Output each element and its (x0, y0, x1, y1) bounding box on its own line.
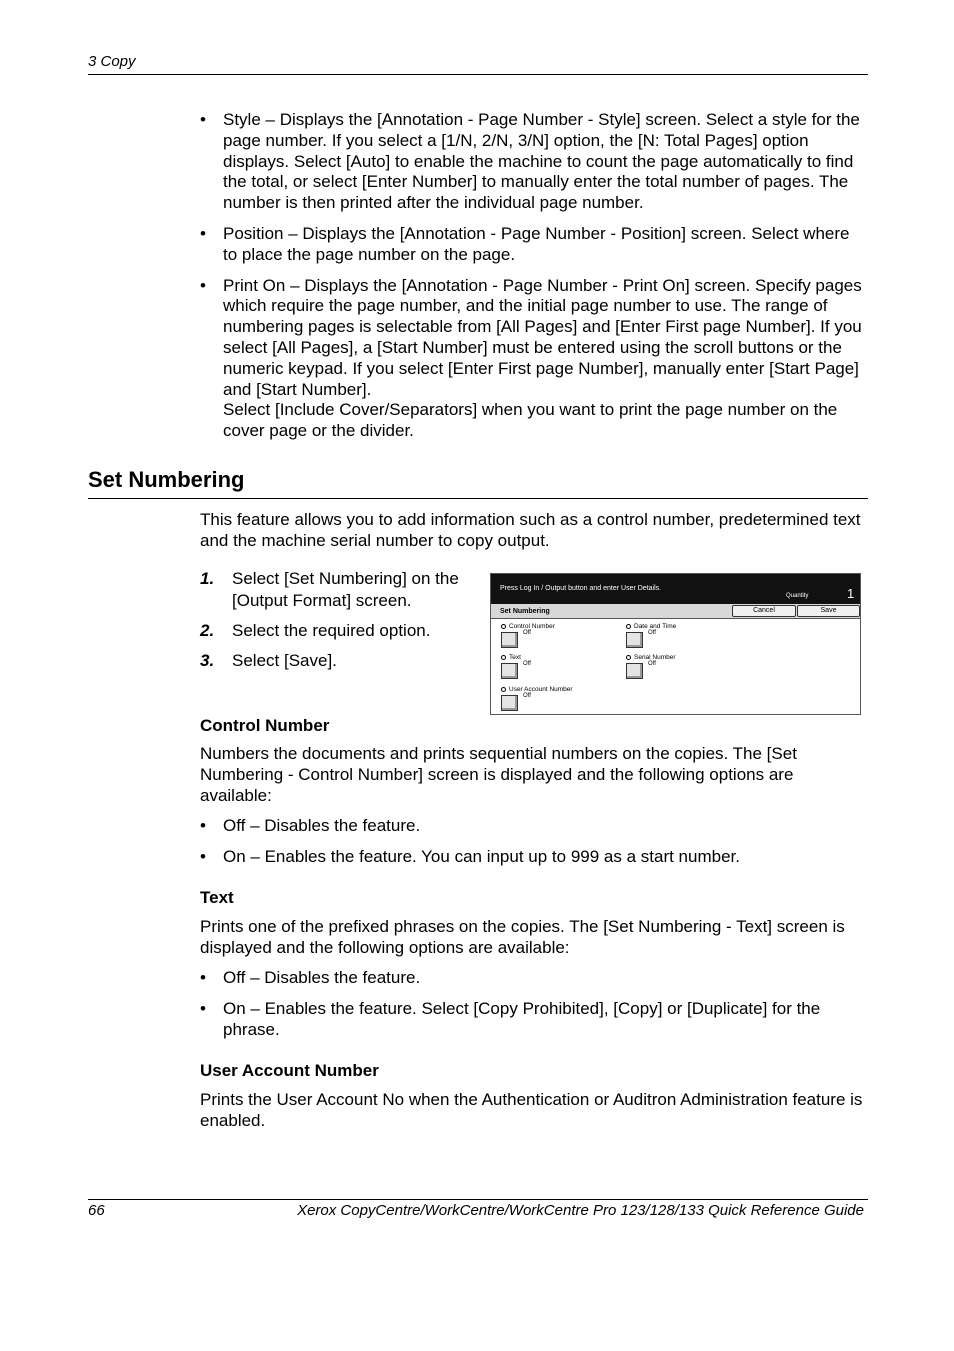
text-options (200, 968, 868, 1050)
radio-icon (501, 655, 506, 660)
control-number-body: Numbers the documents and prints sequential numbers on the copies. The [Set Numbering - Control Number] screen is displayed and the following options are available: (200, 744, 797, 805)
text-body: Prints one of the prefixed phrases on the copies. The [Set Numbering - Text] screen is displayed and the following options are available: (200, 917, 845, 957)
footer-title: Xerox CopyCentre/WorkCentre/WorkCentre Pro 123/128/133 Quick Reference Guide (297, 1202, 864, 1219)
radio-icon (626, 624, 631, 629)
user-account-body: Prints the User Account No when the Authentication or Auditron Administration feature is enabled. (200, 1090, 863, 1130)
screen-title-bar (491, 604, 860, 619)
radio-icon (501, 687, 506, 692)
page-number: 66 (88, 1202, 105, 1219)
option-button[interactable] (626, 632, 643, 648)
list-item: • On – Enables the feature. You can input up to 999 as a start number. (200, 846, 740, 866)
set-numbering-screen: Press Log In / Output button and enter User Details. Quantity 1 Set Numbering Cancel Save Control Number Off Date and Time Off Text Off Serial Number Off User Account Number Off (490, 573, 861, 715)
list-item: • Position – Displays the [Annotation - Page Number - Position] screen. Select where to place the page number on the page. (200, 223, 850, 264)
radio-icon (501, 624, 506, 629)
running-header: 3 Copy (88, 53, 136, 70)
screen-title: Set Numbering (500, 608, 550, 615)
section-intro: This feature allows you to add information such as a control number, predetermined text and the machine serial number to copy output. (200, 510, 861, 550)
list-item: • On – Enables the feature. Select [Copy Prohibited], [Copy] or [Duplicate] for the phrase. (200, 998, 821, 1039)
list-item: • Off – Disables the feature. (200, 968, 421, 987)
text-heading: Text (200, 888, 234, 907)
save-button[interactable]: Save (797, 605, 860, 617)
option-button[interactable] (501, 695, 518, 711)
page-number-options-list (200, 110, 868, 452)
step-item: 1. Select [Set Numbering] on the [Output Format] screen. (200, 569, 459, 610)
option-button[interactable] (501, 632, 518, 648)
user-account-heading: User Account Number (200, 1061, 379, 1080)
section-rule (88, 498, 868, 499)
list-item: • Off – Disables the feature. (200, 816, 421, 835)
option-button[interactable] (501, 663, 518, 679)
option-button[interactable] (626, 663, 643, 679)
list-item: • Print On – Displays the [Annotation - Page Number - Print On] screen. Specify pages which require the page number, and the initial page number to use. The range of numbering pages is selectable from [All Pages] and [Enter First page Number]. If you select [All Pages], a [Start Number] must be entered using the scroll buttons or the numeric keypad. If you select [Enter First page Number], manually enter [Start Page] and [Start Number]. Select [Include Cover/Separators] when you want to print the page number on the cover page or the divider. (200, 275, 862, 441)
step-item: 2. Select the required option. (200, 621, 431, 640)
steps-list (200, 568, 480, 680)
status-message: Press Log In / Output button and enter User Details. (500, 585, 662, 592)
control-number-options (200, 816, 868, 878)
quantity-label: Quantity (786, 593, 809, 599)
message-bar (491, 574, 860, 604)
cancel-button[interactable]: Cancel (732, 605, 796, 617)
footer-rule (88, 1199, 868, 1200)
header-rule (88, 74, 868, 75)
quantity-value: 1 (847, 586, 855, 601)
list-item: • Style – Displays the [Annotation - Page Number - Style] screen. Select a style for the page number. If you select a [1/N, 2/N, 3/N] option, the [N: Total Pages] option displays. Select [Auto] to enable the machine to count the page automatically to find the total, or select [Enter Number] to manually enter the total number of pages. The number is then printed after the individual page number. (200, 110, 860, 213)
step-item: 3. Select [Save]. (200, 651, 337, 670)
control-number-heading: Control Number (200, 716, 330, 735)
radio-icon (626, 655, 631, 660)
section-title: Set Numbering (88, 467, 245, 492)
